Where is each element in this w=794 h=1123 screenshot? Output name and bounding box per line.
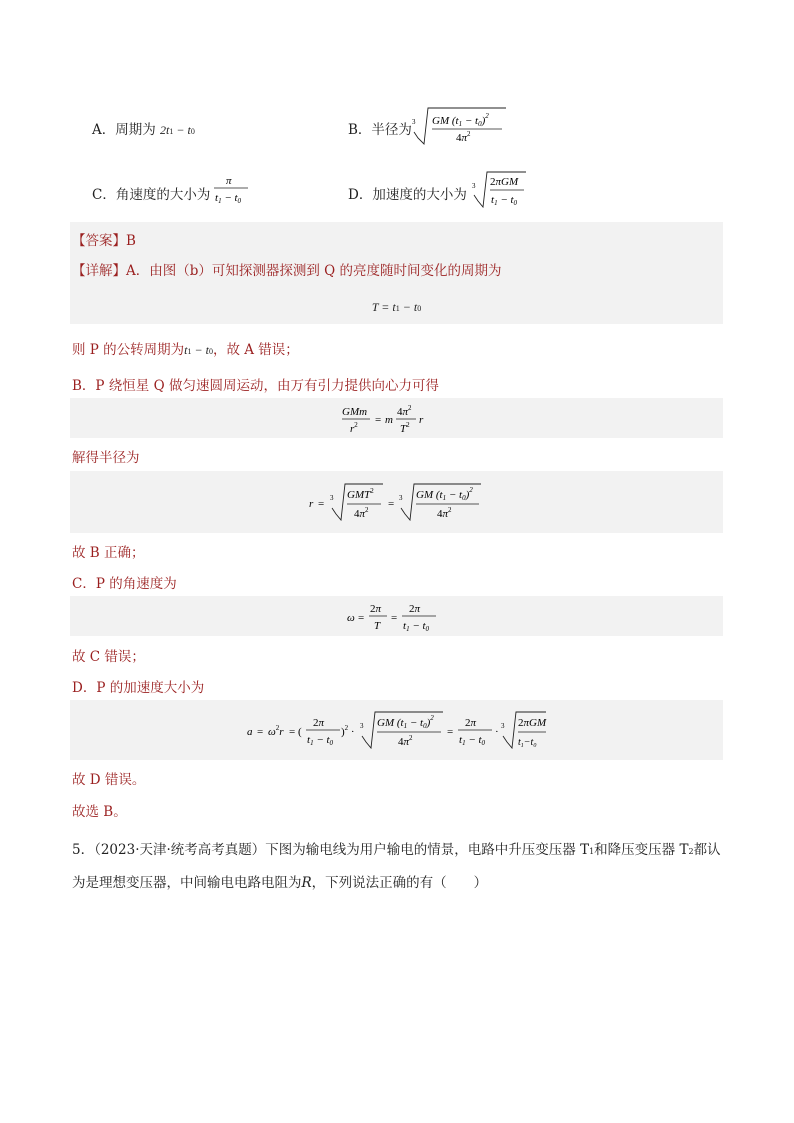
- option-a-formula: 2t1 − t0: [160, 123, 195, 137]
- question5-line2: [72, 871, 487, 891]
- q5-line2-a: 为是理想变压器，中间输电电路电阻为: [72, 875, 302, 891]
- svg-text:4π2: $4\pi^2$: [396, 404, 412, 418]
- detail-a-text: A．由图（b）可知探测器探测到 Q 的亮度随时间变化的周期为: [126, 263, 502, 279]
- svg-text:r2: $r^2$: [349, 421, 358, 435]
- svg-text:2π: 2π: [369, 603, 381, 615]
- detail-b-right: [72, 541, 145, 561]
- q5-sub2: 2: [688, 847, 694, 856]
- option-c-text: C．角速度的大小为: [92, 187, 211, 203]
- option-d-formula: [470, 169, 530, 211]
- detail-line-b: [72, 374, 439, 394]
- svg-text:2πGM: 2πGM: [517, 717, 546, 729]
- svg-text:=: =: [390, 612, 397, 624]
- q5-line1-c: 都认: [693, 842, 721, 858]
- detail-radius: [72, 446, 140, 466]
- svg-text:a: a: [246, 726, 252, 738]
- d-wrong-text: 故 D 错误。: [72, 772, 146, 788]
- svg-text:π: π: [226, 175, 232, 187]
- svg-text:ω2r: $\omega^2r$: [267, 724, 284, 738]
- svg-text:GM (t1 − t0)2: GM $(t1 - t0)^2$: [376, 714, 434, 730]
- svg-text:·: ·: [494, 726, 499, 738]
- option-d: [348, 183, 467, 203]
- svg-text:=: =: [374, 414, 381, 426]
- svg-text:r: r: [418, 414, 423, 426]
- svg-text:3: 3: [399, 494, 403, 502]
- svg-text:t1 − t0: t1 − t0: [491, 194, 518, 207]
- svg-text:3: 3: [500, 722, 504, 730]
- option-b: [348, 118, 412, 138]
- q5-resistor-r: R: [301, 875, 312, 891]
- svg-text:=: =: [256, 726, 263, 738]
- svg-text:t1 − t0: t1 − t0: [458, 734, 485, 747]
- svg-text:4π2: $4\pi^2$: [456, 130, 471, 144]
- svg-text:t1 − t0: t1 − t0: [402, 620, 429, 633]
- svg-text:4π2: $4\pi^2$: [397, 734, 413, 748]
- svg-text:=: =: [318, 498, 325, 510]
- b-line-text: B．P 绕恒星 Q 做匀速圆周运动，由万有引力提供向心力可得: [72, 378, 439, 394]
- q5-sub1: 1: [589, 847, 595, 856]
- equation-accel: [70, 707, 723, 755]
- detail-label: 【详解】: [72, 263, 126, 279]
- q5-line1-b: 和降压变压器 T: [594, 842, 689, 858]
- svg-text:=: =: [357, 612, 364, 624]
- option-c: [92, 183, 210, 203]
- option-a: [92, 118, 195, 138]
- svg-text:t1−t0: $t_1-t_0$: [517, 737, 536, 749]
- svg-text:2πGM: 2πGM: [490, 176, 519, 188]
- detail-line-d: [72, 676, 204, 696]
- svg-text:=: =: [446, 726, 453, 738]
- svg-text:GM (t1 − t0)2: GM $(t1 - t0)^2$: [432, 112, 489, 128]
- answer-line: [72, 229, 136, 249]
- c-line-text: C．P 的角速度为: [72, 576, 177, 592]
- detail-line-c: [72, 572, 177, 592]
- svg-text:4π2: $4\pi^2$: [437, 506, 452, 520]
- svg-text:m: m: [384, 414, 393, 426]
- d-line-text: D．P 的加速度大小为: [72, 680, 205, 696]
- svg-text:3: 3: [359, 722, 363, 730]
- svg-text:t1 − t0: t1 − t0: [306, 734, 333, 747]
- option-b-text: B．半径为: [348, 122, 412, 138]
- svg-text:4π2: $4\pi^2$: [354, 506, 369, 520]
- svg-text:GMT2: GMT$^2$: [347, 487, 374, 501]
- detail-d-wrong: [72, 768, 145, 788]
- equation-gravity: [70, 400, 723, 438]
- detail-choose: [72, 800, 127, 820]
- svg-text:3: 3: [472, 182, 476, 190]
- option-a-text: A．周期为: [92, 122, 156, 138]
- detail-c-wrong: [72, 645, 145, 665]
- svg-text:= (: = (: [288, 726, 302, 738]
- svg-text:=: =: [388, 498, 395, 510]
- detail-line-a: [72, 259, 502, 279]
- svg-text:3: 3: [412, 118, 416, 126]
- b-right-text: 故 B 正确；: [72, 545, 145, 561]
- q5-line2-b: ，下列说法正确的有（ ）: [311, 875, 488, 891]
- choose-text: 故选 B。: [72, 804, 127, 820]
- svg-text:2π: 2π: [408, 603, 420, 615]
- a-wrong-text: ，故 A 错误；: [212, 342, 299, 358]
- answer-label: 【答案】: [72, 233, 126, 249]
- svg-text:ω: ω: [346, 612, 355, 624]
- radius-text: 解得半径为: [72, 450, 140, 466]
- p-period-text: 则 P 的公转周期为: [72, 342, 185, 358]
- detail-p-period: [72, 338, 299, 358]
- svg-text:GMm: GMm: [341, 406, 367, 418]
- svg-text:t1 − t0: t1 − t0: [215, 192, 242, 205]
- svg-text:2π: 2π: [464, 717, 476, 729]
- svg-text:3: 3: [330, 494, 334, 502]
- question5-line1: [72, 838, 721, 858]
- option-b-formula: [410, 104, 510, 148]
- svg-text:)2 ·: )$^2$ ·: [340, 724, 355, 738]
- option-c-formula: [212, 173, 252, 207]
- svg-text:T2: $T^2$: [399, 421, 410, 435]
- svg-text:r: r: [309, 498, 314, 510]
- equation-radius: [70, 480, 723, 526]
- svg-text:2π: 2π: [312, 717, 324, 729]
- svg-text:T: T: [373, 620, 380, 632]
- answer-value: B: [126, 233, 136, 249]
- option-d-text: D．加速度的大小为: [348, 187, 467, 203]
- p-period-formula: t1 − t0: [184, 343, 213, 357]
- q5-line1-a: 5．（2023·天津·统考高考真题）下图为输电线为用户输电的情景，电路中升压变压器 T: [72, 842, 590, 858]
- equation-omega: [70, 598, 723, 636]
- equation-period: T = t1 − t0: [371, 300, 422, 314]
- svg-text:GM (t1 − t0)2: GM $(t1 - t0)^2$: [416, 486, 473, 502]
- c-wrong-text: 故 C 错误；: [72, 649, 145, 665]
